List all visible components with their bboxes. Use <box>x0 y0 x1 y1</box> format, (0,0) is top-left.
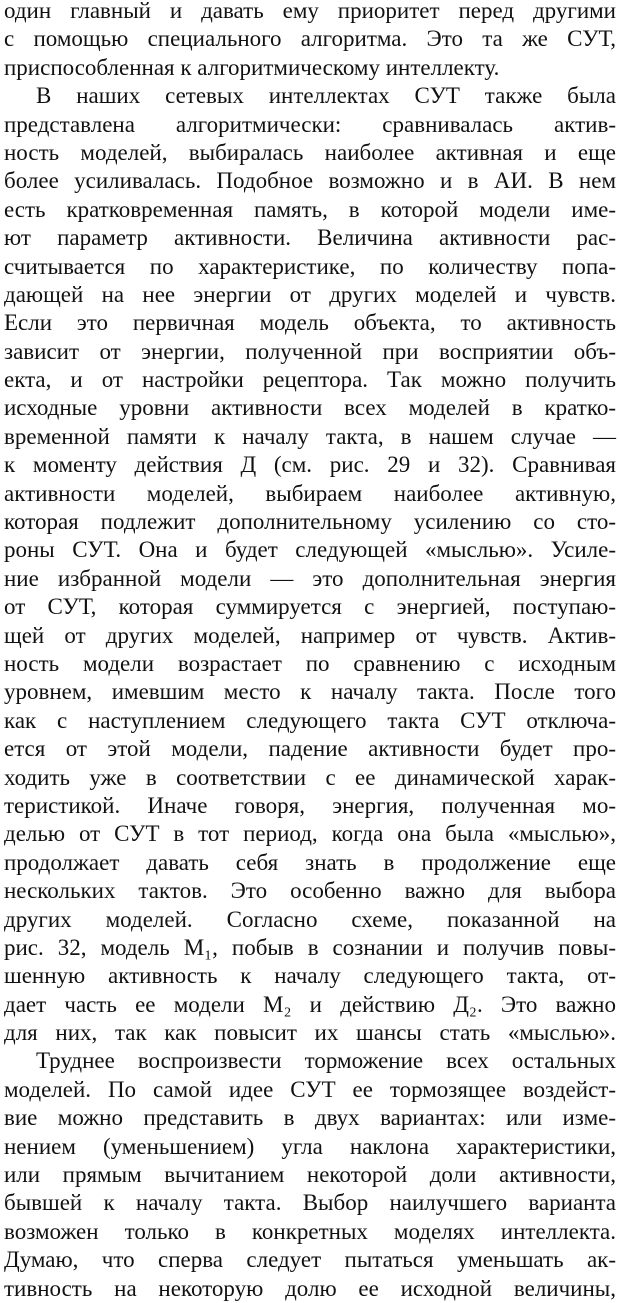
text-line: для них, так как повысит их шансы стать «мыслью». <box>4 1020 616 1046</box>
text-line: ется от этой модели, падение активности будет про- <box>4 736 616 762</box>
text-line: ность модели возрастает по сравнению с исходным <box>4 650 616 676</box>
text-line: уровнем, имевшим место к началу такта. После того <box>4 679 616 705</box>
text-line: от СУТ, которая суммируется с энергией, поступаю- <box>4 594 616 620</box>
text-line: вие можно представить в двух вариантах: или изме- <box>4 1105 616 1131</box>
paragraph <box>4 0 616 82</box>
text-line: есть кратковременная память, в которой модели име- <box>4 196 616 222</box>
text-line: бывшей к началу такта. Выбор наилучшего варианта <box>4 1190 616 1216</box>
text-line: более усиливалась. Подобное возможно и в АИ. В нем <box>4 168 616 194</box>
text-line: ность моделей, выбиралась наиболее активная и еще <box>4 139 616 165</box>
text-line: тивность на некоторую долю ее исходной величины, <box>4 1275 616 1301</box>
text-line: делью от СУТ в тот период, когда она была «мыслью», <box>4 821 616 847</box>
text-line: представлена алгоритмически: сравнивалась актив- <box>4 111 616 137</box>
text-line: щей от других моделей, например от чувств. Актив- <box>4 622 616 648</box>
text-line: нением (уменьшением) угла наклона характеристики, <box>4 1133 616 1159</box>
text-line: рис. 32, модель M₁, побыв в сознании и получив повы- <box>4 934 616 960</box>
text-line: ют параметр активности. Величина активности рас- <box>4 225 616 251</box>
text-line: Думаю, что сперва следует пытаться уменьшать ак- <box>4 1247 616 1273</box>
text-line: шенную активность к началу следующего такта, от- <box>4 963 616 989</box>
text-line: дает часть ее модели M₂ и действию Д₂. Это важно <box>4 991 616 1017</box>
text-line: активности моделей, выбираем наиболее активную, <box>4 480 616 506</box>
page-text <box>4 0 616 1303</box>
text-line: с помощью специального алгоритма. Это та же СУТ, <box>4 26 616 52</box>
text-line: роны СУТ. Она и будет следующей «мыслью». Усиле- <box>4 537 616 563</box>
text-line: возможен только в конкретных моделях интеллекта. <box>4 1218 616 1244</box>
text-line: приспособленная к алгоритмическому интеллекту. <box>4 54 500 80</box>
text-line: нескольких тактов. Это особенно важно для выбора <box>4 878 616 904</box>
text-line: один главный и давать ему приоритет перед другими <box>4 0 616 23</box>
text-line: продолжает давать себя знать в продолжение еще <box>4 849 616 875</box>
text-line: теристикой. Иначе говоря, энергия, полученная мо- <box>4 792 616 818</box>
text-line: считывается по характеристике, по количеству попа- <box>4 253 616 279</box>
text-line: дающей на нее энергии от других моделей и чувств. <box>4 281 616 307</box>
text-line: ходить уже в соответствии с ее динамической харак- <box>4 764 616 790</box>
text-line: Если это первичная модель объекта, то активность <box>4 310 616 336</box>
text-line: зависит от энергии, полученной при восприятии объ- <box>4 338 616 364</box>
text-line: временной памяти к началу такта, в нашем случае — <box>4 423 616 449</box>
paragraph <box>4 1047 616 1303</box>
text-line: которая подлежит дополнительному усилению со сто- <box>4 509 616 535</box>
text-line: других моделей. Согласно схеме, показанной на <box>4 906 616 932</box>
text-line: В наших сетевых интеллектах СУТ также была <box>36 83 616 109</box>
text-line: моделей. По самой идее СУТ ее тормозящее воздейст- <box>4 1076 616 1102</box>
paragraph <box>4 82 616 1047</box>
text-line: Труднее воспроизвести торможение всех остальных <box>36 1048 616 1074</box>
text-line: к моменту действия Д (см. рис. 29 и 32). Сравнивая <box>4 452 616 478</box>
text-line: ние избранной модели — это дополнительная энергия <box>4 565 616 591</box>
text-line: или прямым вычитанием некоторой доли активности, <box>4 1162 616 1188</box>
text-line: исходные уровни активности всех моделей в кратко- <box>4 395 616 421</box>
text-line: как с наступлением следующего такта СУТ отключа- <box>4 707 616 733</box>
text-line: екта, и от настройки рецептора. Так можно получить <box>4 367 616 393</box>
